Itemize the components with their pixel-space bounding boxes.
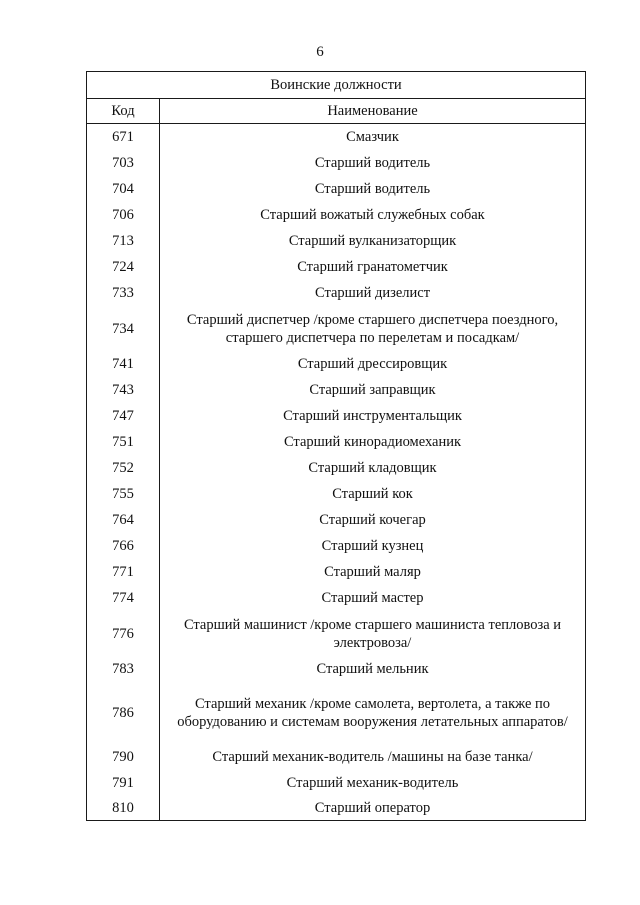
- position-code: 791: [87, 770, 160, 796]
- table-row: [87, 280, 586, 306]
- table-group-header: Воинские должности: [87, 72, 586, 99]
- table-row: [87, 202, 586, 228]
- position-name: Старший маляр: [160, 559, 586, 585]
- table-row: [87, 351, 586, 377]
- table-row: [87, 507, 586, 533]
- table-row: [87, 306, 586, 351]
- position-code: 706: [87, 202, 160, 228]
- position-name: Старший оператор: [160, 796, 586, 821]
- table-row: [87, 150, 586, 176]
- position-code: 771: [87, 559, 160, 585]
- position-code: 751: [87, 429, 160, 455]
- position-name: Старший диспетчер /кроме старшего диспетчера поездного, старшего диспетчера по перелетам и посадкам/: [160, 306, 586, 351]
- table-row: [87, 429, 586, 455]
- position-code: 783: [87, 656, 160, 682]
- military-positions-table: [86, 71, 586, 821]
- position-name: Старший механик /кроме самолета, вертолета, а также по оборудованию и системам вооружения летательных аппаратов/: [160, 682, 586, 744]
- table-row: [87, 682, 586, 744]
- position-name: Старший кузнец: [160, 533, 586, 559]
- position-name: Старший водитель: [160, 150, 586, 176]
- position-code: 734: [87, 306, 160, 351]
- position-name: Старший дизелист: [160, 280, 586, 306]
- position-code: 810: [87, 796, 160, 821]
- table-row: [87, 744, 586, 770]
- position-code: 741: [87, 351, 160, 377]
- column-header-code: Код: [87, 99, 160, 124]
- page-number: 6: [316, 44, 324, 60]
- position-name: Старший кладовщик: [160, 455, 586, 481]
- position-name: Старший мастер: [160, 585, 586, 611]
- position-name: Старший вулканизаторщик: [160, 228, 586, 254]
- position-code: 752: [87, 455, 160, 481]
- position-name: Старший дрессировщик: [160, 351, 586, 377]
- position-code: 671: [87, 124, 160, 151]
- position-name: Старший инструментальщик: [160, 403, 586, 429]
- column-header-name: Наименование: [160, 99, 586, 124]
- table-row: [87, 254, 586, 280]
- position-code: 743: [87, 377, 160, 403]
- position-code: 703: [87, 150, 160, 176]
- table-row: [87, 796, 586, 821]
- position-code: 713: [87, 228, 160, 254]
- table-row: [87, 124, 586, 151]
- position-code: 790: [87, 744, 160, 770]
- position-code: 704: [87, 176, 160, 202]
- position-code: 764: [87, 507, 160, 533]
- position-name: Старший заправщик: [160, 377, 586, 403]
- position-name: Старший кинорадиомеханик: [160, 429, 586, 455]
- position-code: 747: [87, 403, 160, 429]
- position-code: 776: [87, 611, 160, 656]
- table-row: [87, 176, 586, 202]
- position-name: Старший кок: [160, 481, 586, 507]
- table-row: [87, 585, 586, 611]
- position-name: Смазчик: [160, 124, 586, 151]
- position-code: 774: [87, 585, 160, 611]
- position-code: 786: [87, 682, 160, 744]
- position-code: 733: [87, 280, 160, 306]
- position-code: 755: [87, 481, 160, 507]
- table-row: [87, 403, 586, 429]
- position-code: 724: [87, 254, 160, 280]
- position-name: Старший водитель: [160, 176, 586, 202]
- position-name: Старший вожатый служебных собак: [160, 202, 586, 228]
- table-row: [87, 770, 586, 796]
- position-name: Старший гранатометчик: [160, 254, 586, 280]
- table-row: [87, 656, 586, 682]
- position-name: Старший кочегар: [160, 507, 586, 533]
- table-row: [87, 377, 586, 403]
- position-code: 766: [87, 533, 160, 559]
- table-row: [87, 611, 586, 656]
- table-row: [87, 533, 586, 559]
- position-name: Старший мельник: [160, 656, 586, 682]
- position-name: Старший машинист /кроме старшего машиниста тепловоза и электровоза/: [160, 611, 586, 656]
- table-row: [87, 481, 586, 507]
- position-name: Старший механик-водитель /машины на базе танка/: [160, 744, 586, 770]
- table-row: [87, 228, 586, 254]
- table-row: [87, 559, 586, 585]
- position-name: Старший механик-водитель: [160, 770, 586, 796]
- table-row: [87, 455, 586, 481]
